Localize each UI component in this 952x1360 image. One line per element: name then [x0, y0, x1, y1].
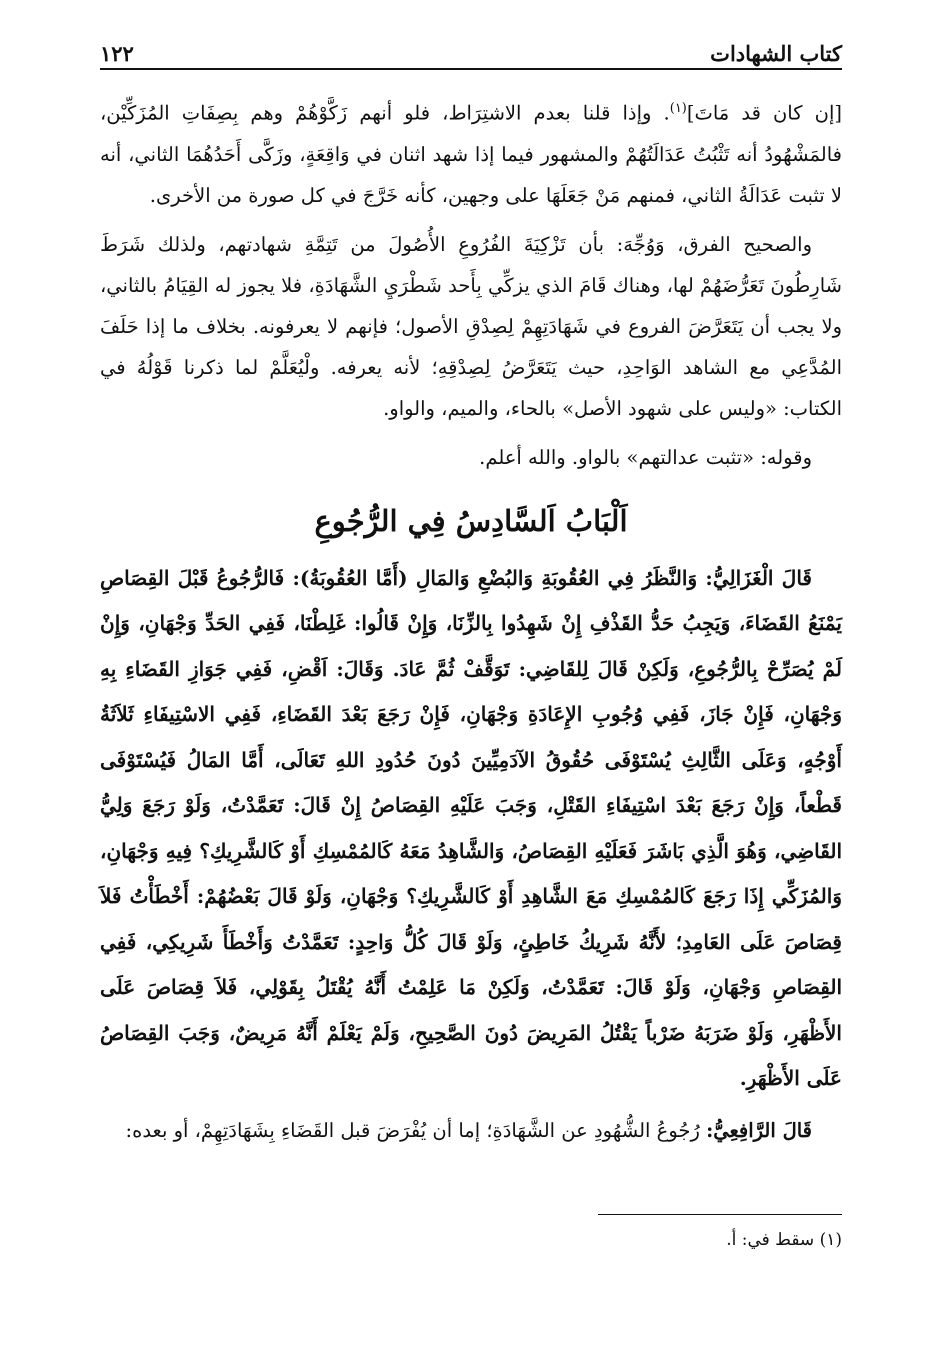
- paragraph-2: والصحيح الفرق، وَوُجِّهَ: بأن تَزْكِيَةَ الفُرُوعِ الأُصُولَ من تَتِمَّةِ شهادتهم، ولذلك شَرَطَ شَارِطُونَ تَعَرُّضَهُمْ لها، وهناك قَامَ الذي يزكِّي بِأَحد شَطْرَيِ الشَّهَادَةِ، فلا يجوز له القِيَامُ بالثاني، ولا يجب أن يَتَعَرَّضَ الفروع في شَهَادَتِهِمْ لِصِدْقِ الأصول؛ فإنهم لا يعرفونه. بخلاف ما إذا حَلَفَ المُدَّعِي مع الشاهد الوَاحِدِ، حيث يَتَعَرَّضُ لِصِدْقِهِ؛ لأنه يعرفه. ولْيُعَلَّمْ لما ذكرنا قَوْلُهُ في الكتاب: «وليس على شهود الأصل» بالحاء، والميم، والواو.: [100, 232, 842, 420]
- rafii-text: رُجُوعُ الشُّهُودِ عن الشَّهَادَةِ؛ إما أن يُفْرَضَ قبل القَضَاءِ بِشَهَادَتِهِمْ، أو بعده:: [125, 1118, 707, 1142]
- footnote-text: سقط في: أ.: [726, 1230, 815, 1250]
- footnote-number: (١): [819, 1230, 842, 1250]
- paragraph-1: [100, 88, 842, 216]
- footnote: [726, 1226, 842, 1254]
- main-text: [100, 88, 842, 1159]
- paragraph-1-start: [إن كان قد مَاتَ]: [686, 101, 842, 125]
- page-header: [100, 30, 842, 66]
- paragraph-3: وقوله: «تثبت عدالتهم» بالواو. والله أعلم.: [479, 445, 812, 469]
- page-number: ١٢٢: [100, 41, 134, 66]
- header-divider: [100, 68, 842, 70]
- book-title: كتاب الشهادات: [710, 41, 842, 66]
- footnote-reference: (١): [669, 101, 687, 116]
- ghazali-text: قَالَ الْغَزَالِيُّ: وَالنَّظَرُ فِي العُقُوبَةِ وَالبُضْعِ وَالمَالِ (أَمَّا العُقُوبَةُ): فَالرُّجُوعُ قَبْلَ القِصَاصِ يَمْنَعُ القَضَاءَ، وَيَجِبُ حَدُّ القَذْفِ إِنْ شَهِدُوا بِالزِّنَا، وَإِنْ قَالُوا: غَلِطْنَا، فَفِي الحَدِّ وَجْهَانِ، وَإِنْ لَمْ يُصَرِّحْ بِالرُّجُوعِ، وَلَكِنْ قَالَ لِلقَاضِي: تَوَقَّفْ ثُمَّ عَادَ. وَقَالَ: اَقْضِ، فَفِي جَوَازِ القَضَاءِ بِهِ وَجْهَانِ، فَإِنْ جَازَ، فَفِي وُجُوبِ الإِعَادَةِ وَجْهَانِ، فَإِنْ رَجَعَ بَعْدَ القَضَاءِ، فَفِي الاسْتِيفَاءِ ثَلاَثَةُ أَوْجُهٍ، وَعَلَى الثَّالِثِ يُسْتَوْفَى حُقُوقُ الآدَمِيِّينَ دُونَ حُدُودِ اللهِ تَعَالَى، أَمَّا المَالُ فَيُسْتَوْفَى قَطْعاً، وَإِنْ رَجَعَ بَعْدَ اسْتِيفَاءِ القَتْلِ، وَجَبَ عَلَيْهِ القِصَاصُ إِنْ قَالَ: تَعَمَّدْتُ، وَلَوْ رَجَعَ وَلِيُّ القَاضِي، وَهُوَ الَّذِي بَاشَرَ فَعَلَيْهِ القِصَاصُ، وَالشَّاهِدُ مَعَهُ كَالمُمْسِكِ أَوْ كَالشَّرِيكِ؟ فِيهِ وَجْهَانِ، وَالمُزَكِّي إِذَا رَجَعَ كَالمُمْسِكِ مَعَ الشَّاهِدِ أَوْ كَالشَّرِيكِ؟ وَجْهَانِ، وَلَوْ قَالَ بَعْضُهُمْ: أَخْطَأْتُ فَلاَ قِصَاصَ عَلَى العَامِدِ؛ لأَنَّهُ شَرِيكُ خَاطِئٍ، وَلَوْ قَالَ كُلُّ وَاحِدٍ: تَعَمَّدْتُ وَأَخْطَأَ شَرِيكِي، فَفِي القِصَاصِ وَجْهَانِ، وَلَوْ قَالَ: تَعَمَّدْتُ، وَلَكِنْ مَا عَلِمْتُ أَنَّهُ يُقْتَلُ بِقَوْلِي، فَلاَ قِصَاصَ عَلَى الأَظْهَرِ، وَلَوْ ضَرَبَهُ ضَرْباً يَقْتُلُ المَرِيضَ دُونَ الصَّحِيحِ، وَلَمْ يَعْلَمْ أَنَّهُ مَرِيضٌ، وَجَبَ القِصَاصُ عَلَى الأَظْهَرِ.: [100, 565, 842, 1090]
- rafii-label: قَالَ الرَّافِعِيُّ:: [706, 1118, 812, 1142]
- footnote-divider: [598, 1214, 842, 1215]
- paragraph-1-rest: . وإذا قلنا بعدم الاشتِرَاط، فلو أنهم زَكَّوْهُمْ وهم بِصِفَاتِ المُزَكِّيْن، فالمَشْهُودُ أنه تَثْبُتُ عَدَالَتُهُمْ والمشهور فيما إذا شهد اثنان في وَاقِعَةٍ، وزَكَّى أَحَدُهُمَا الثاني، أنه لا تثبت عَدَالَةُ الثاني، فمنهم مَنْ جَعَلَهَا على وجهين، كأنه خَرَّجَ في كل صورة من الأخرى.: [100, 101, 842, 207]
- chapter-title: اَلْبَابُ اَلسَّادِسُ فِي الرُّجُوعِ: [314, 503, 628, 538]
- rafii-paragraph: [100, 1110, 842, 1151]
